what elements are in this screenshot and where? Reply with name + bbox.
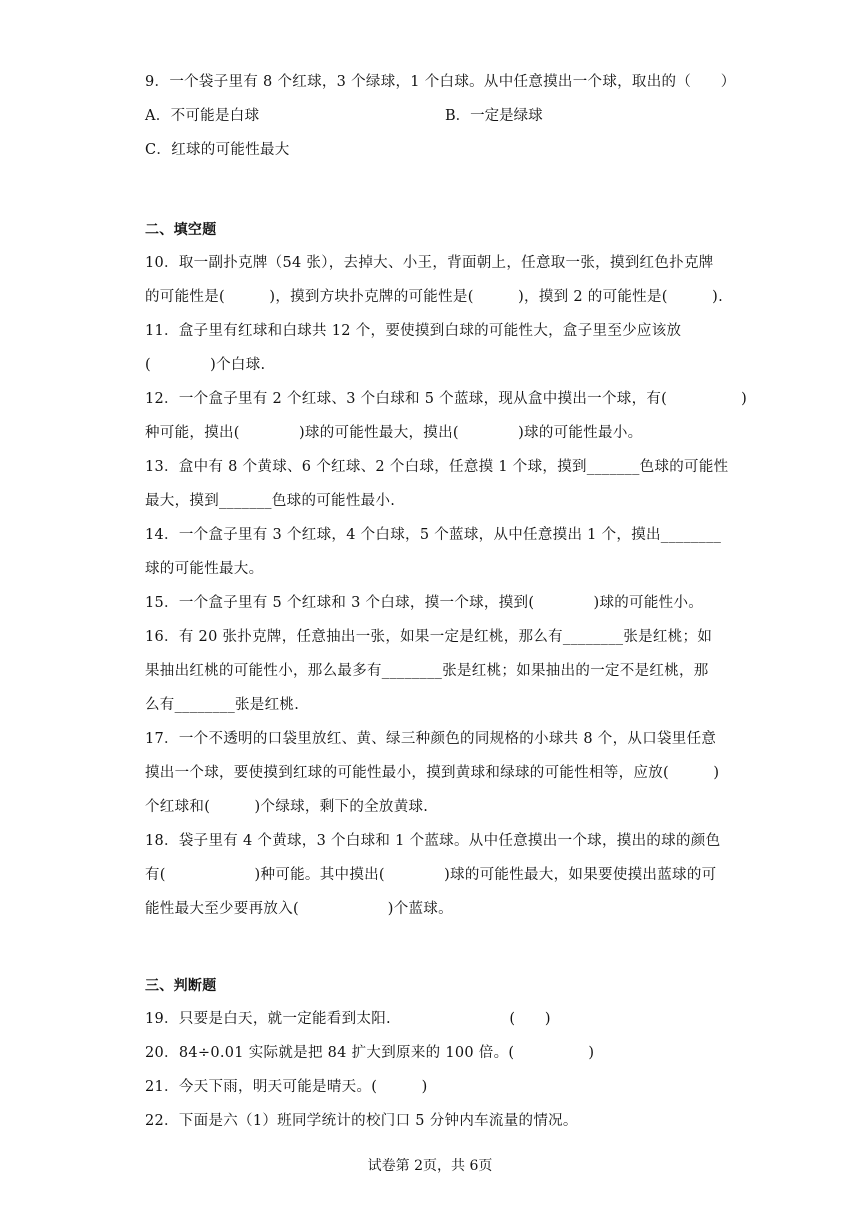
question-14-line-2: 球的可能性最大。	[145, 561, 264, 577]
question-18-line-2: 有( )种可能。其中摸出( )球的可能性最大，如果要使摸出蓝球的可	[145, 867, 717, 883]
question-17-line-1: 17．一个不透明的口袋里放红、黄、绿三种颜色的同规格的小球共 8 个，从口袋里任意	[145, 731, 717, 747]
question-18-line-3: 能性最大至少要再放入( )个蓝球。	[145, 901, 453, 917]
section-heading-fill-blank: 二、填空题	[145, 222, 217, 238]
question-13-line-1: 13．盒中有 8 个黄球、6 个红球、2 个白球，任意摸 1 个球，摸到_______色球的可能性	[145, 459, 729, 475]
page-footer: 试卷第 2页，共 6页	[367, 1158, 493, 1174]
question-12-line-2: 种可能，摸出( )球的可能性最大，摸出( )球的可能性最小。	[145, 425, 643, 441]
question-13-line-2: 最大，摸到_______色球的可能性最小.	[145, 493, 396, 509]
question-21-line-1: 21．今天下雨，明天可能是晴天。( )	[145, 1079, 428, 1095]
question-12-line-1: 12．一个盒子里有 2 个红球、3 个白球和 5 个蓝球，现从盒中摸出一个球，有( )	[145, 391, 748, 407]
question-22-line-1: 22．下面是六（1）班同学统计的校门口 5 分钟内车流量的情况。	[145, 1113, 578, 1129]
question-9-option-c: C．红球的可能性最大	[145, 142, 290, 158]
question-16-line-1: 16．有 20 张扑克牌，任意抽出一张，如果一定是红桃，那么有________张是红桃；如	[145, 629, 713, 645]
question-17-line-3: 个红球和( )个绿球，剩下的全放黄球.	[145, 799, 429, 815]
question-15-line-1: 15．一个盒子里有 5 个红球和 3 个白球，摸一个球，摸到( )球的可能性小。	[145, 595, 704, 611]
question-10-line-2: 的可能性是( )，摸到方块扑克牌的可能性是( )，摸到 2 的可能性是( ).	[145, 289, 723, 305]
question-9-stem: 9．一个袋子里有 8 个红球，3 个绿球，1 个白球。从中任意摸出一个球，取出的（ ）	[145, 74, 736, 90]
question-17-line-2: 摸出一个球，要使摸到红球的可能性最小，摸到黄球和绿球的可能性相等，应放( )	[145, 765, 720, 781]
question-16-line-2: 果抽出红桃的可能性小，那么最多有________张是红桃；如果抽出的一定不是红桃，那	[145, 663, 709, 679]
question-11-line-2: ( )个白球.	[145, 357, 266, 373]
question-11-line-1: 11．盒子里有红球和白球共 12 个，要使摸到白球的可能性大，盒子里至少应该放	[145, 323, 682, 339]
question-16-line-3: 么有________张是红桃.	[145, 697, 300, 713]
section-heading-true-false: 三、判断题	[145, 978, 217, 994]
question-14-line-1: 14．一个盒子里有 3 个红球，4 个白球，5 个蓝球，从中任意摸出 1 个，摸出________	[145, 527, 722, 543]
question-9-option-a: A．不可能是白球	[145, 108, 260, 124]
question-19-line-1: 19．只要是白天，就一定能看到太阳. ( )	[145, 1011, 551, 1027]
question-9-option-b: B．一定是绿球	[445, 108, 543, 124]
question-18-line-1: 18．袋子里有 4 个黄球，3 个白球和 1 个蓝球。从中任意摸出一个球，摸出的球的颜色	[145, 833, 721, 849]
question-10-line-1: 10．取一副扑克牌（54 张），去掉大、小王，背面朝上，任意取一张，摸到红色扑克牌	[145, 255, 714, 271]
question-20-line-1: 20．84÷0.01 实际就是把 84 扩大到原来的 100 倍。( )	[145, 1045, 595, 1061]
